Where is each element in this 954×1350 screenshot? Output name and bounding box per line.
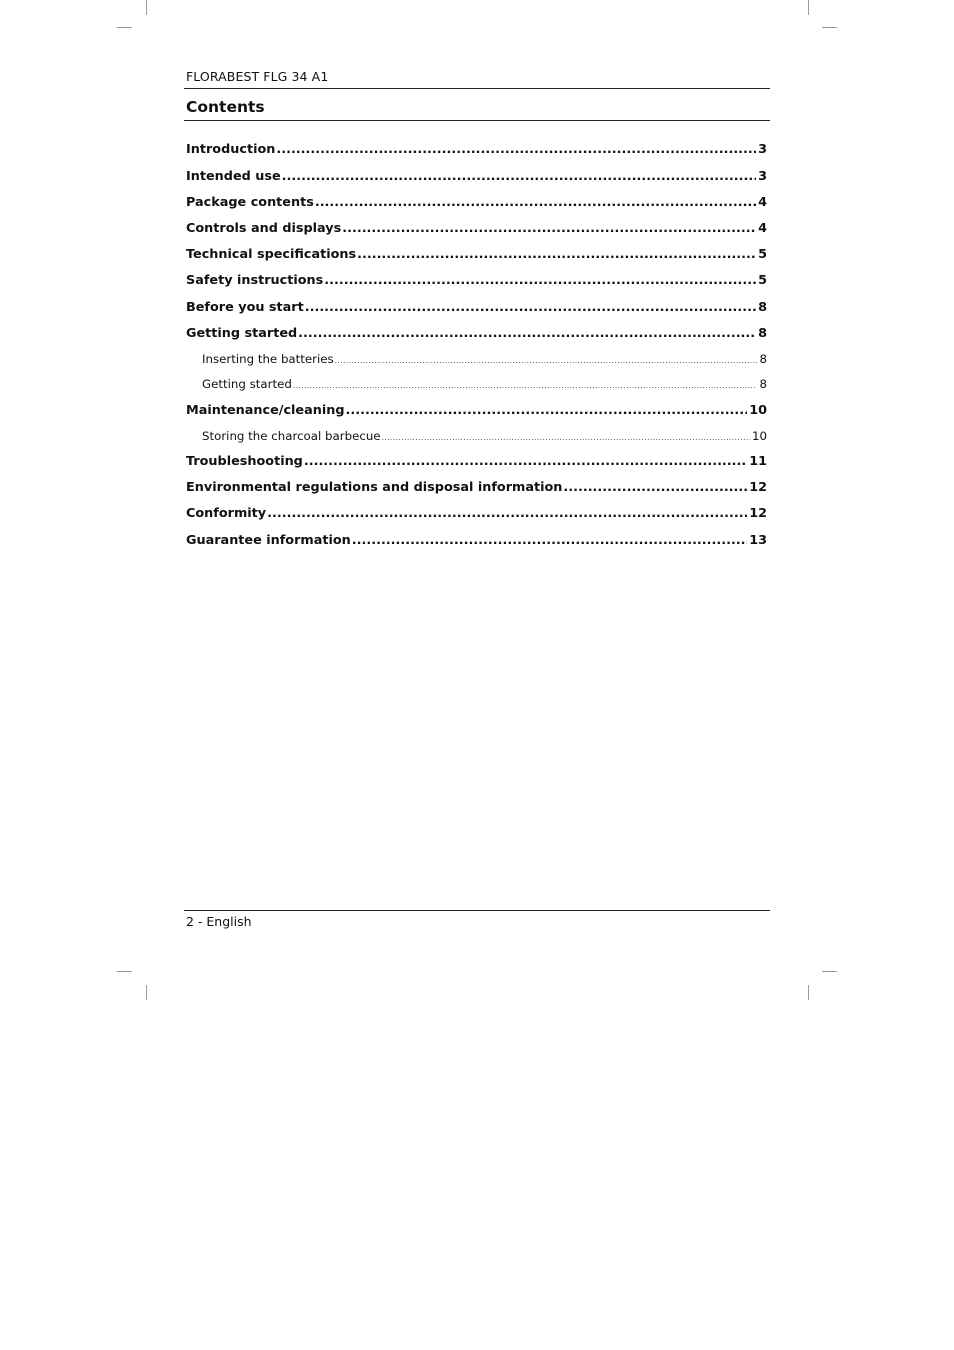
toc-page-number: 5 bbox=[758, 247, 767, 262]
toc-dot-leader bbox=[276, 142, 756, 157]
toc-dot-leader bbox=[563, 480, 747, 495]
toc-entry-guarantee-information[interactable] bbox=[186, 533, 767, 548]
toc-dot-leader bbox=[346, 403, 748, 418]
toc-entry-introduction[interactable] bbox=[186, 142, 767, 157]
toc-subentry-getting-started[interactable] bbox=[202, 377, 767, 391]
toc-entry-label: Storing the charcoal barbecue bbox=[202, 429, 381, 443]
toc-page-number: 12 bbox=[749, 480, 767, 495]
toc-page-number: 8 bbox=[759, 377, 767, 391]
toc-entry-maintenance-cleaning[interactable] bbox=[186, 403, 767, 418]
toc-entry-label: Package contents bbox=[186, 195, 314, 210]
toc-entry-label: Inserting the batteries bbox=[202, 352, 334, 366]
footer-page-label: 2 - English bbox=[186, 914, 252, 929]
toc-entry-technical-specifications[interactable] bbox=[186, 247, 767, 262]
toc-page-number: 13 bbox=[749, 533, 767, 548]
crop-mark-bottom-left-horizontal bbox=[117, 971, 132, 972]
toc-page-number: 11 bbox=[749, 454, 767, 469]
toc-dot-leader bbox=[315, 195, 756, 210]
toc-entry-intended-use[interactable] bbox=[186, 169, 767, 184]
toc-entry-label: Controls and displays bbox=[186, 221, 342, 236]
toc-page-number: 5 bbox=[758, 273, 767, 288]
toc-entry-label: Troubleshooting bbox=[186, 454, 303, 469]
toc-page-number: 10 bbox=[751, 429, 767, 443]
toc-dot-leader bbox=[342, 221, 756, 236]
toc-dot-leader bbox=[267, 506, 747, 521]
toc-entry-controls-and-displays[interactable] bbox=[186, 221, 767, 236]
contents-title: Contents bbox=[186, 98, 265, 116]
crop-mark-bottom-right-horizontal bbox=[822, 971, 837, 972]
toc-entry-label: Intended use bbox=[186, 169, 281, 184]
crop-mark-top-right-horizontal bbox=[822, 27, 837, 28]
crop-mark-top-left-horizontal bbox=[117, 27, 132, 28]
toc-dot-leader bbox=[352, 533, 747, 548]
toc-page-number: 12 bbox=[749, 506, 767, 521]
toc-entry-environmental-regulations[interactable] bbox=[186, 480, 767, 495]
toc-dot-leader bbox=[305, 300, 756, 315]
toc-page-number: 8 bbox=[758, 300, 767, 315]
toc-entry-safety-instructions[interactable] bbox=[186, 273, 767, 288]
toc-entry-before-you-start[interactable] bbox=[186, 300, 767, 315]
toc-page-number: 3 bbox=[758, 142, 767, 157]
toc-page-number: 8 bbox=[759, 352, 767, 366]
running-header-title: FLORABEST FLG 34 A1 bbox=[186, 69, 329, 84]
toc-entry-label: Maintenance/cleaning bbox=[186, 403, 345, 418]
toc-dot-leader bbox=[282, 169, 756, 184]
toc-dot-leader bbox=[298, 326, 756, 341]
toc-dot-leader bbox=[335, 352, 758, 366]
crop-mark-bottom-right-vertical bbox=[808, 985, 809, 1000]
toc-entry-label: Introduction bbox=[186, 142, 276, 157]
toc-page-number: 10 bbox=[749, 403, 767, 418]
toc-entry-label: Safety instructions bbox=[186, 273, 324, 288]
toc-page-number: 3 bbox=[758, 169, 767, 184]
toc-entry-label: Before you start bbox=[186, 300, 304, 315]
toc-entry-package-contents[interactable] bbox=[186, 195, 767, 210]
toc-page-number: 4 bbox=[758, 195, 767, 210]
toc-dot-leader bbox=[382, 429, 750, 443]
toc-entry-label: Getting started bbox=[186, 326, 298, 341]
toc-dot-leader bbox=[304, 454, 747, 469]
toc-dot-leader bbox=[324, 273, 756, 288]
crop-mark-top-right-vertical bbox=[808, 0, 809, 15]
toc-entry-getting-started[interactable] bbox=[186, 326, 767, 341]
toc-entry-label: Environmental regulations and disposal information bbox=[186, 480, 563, 495]
toc-entry-label: Conformity bbox=[186, 506, 267, 521]
toc-entry-label: Guarantee information bbox=[186, 533, 351, 548]
toc-dot-leader bbox=[357, 247, 756, 262]
toc-page-number: 8 bbox=[758, 326, 767, 341]
crop-mark-bottom-left-vertical bbox=[146, 985, 147, 1000]
toc-entry-label: Technical specifications bbox=[186, 247, 357, 262]
toc-subentry-inserting-the-batteries[interactable] bbox=[202, 352, 767, 366]
footer-rule bbox=[184, 910, 770, 911]
toc-entry-troubleshooting[interactable] bbox=[186, 454, 767, 469]
toc-entry-conformity[interactable] bbox=[186, 506, 767, 521]
toc-subentry-storing-the-charcoal-barbecue[interactable] bbox=[202, 429, 767, 443]
header-rule bbox=[184, 88, 770, 89]
crop-mark-top-left-vertical bbox=[146, 0, 147, 15]
contents-title-rule bbox=[184, 120, 770, 121]
toc-page-number: 4 bbox=[758, 221, 767, 236]
toc-entry-label: Getting started bbox=[202, 377, 292, 391]
toc-dot-leader bbox=[293, 377, 758, 391]
